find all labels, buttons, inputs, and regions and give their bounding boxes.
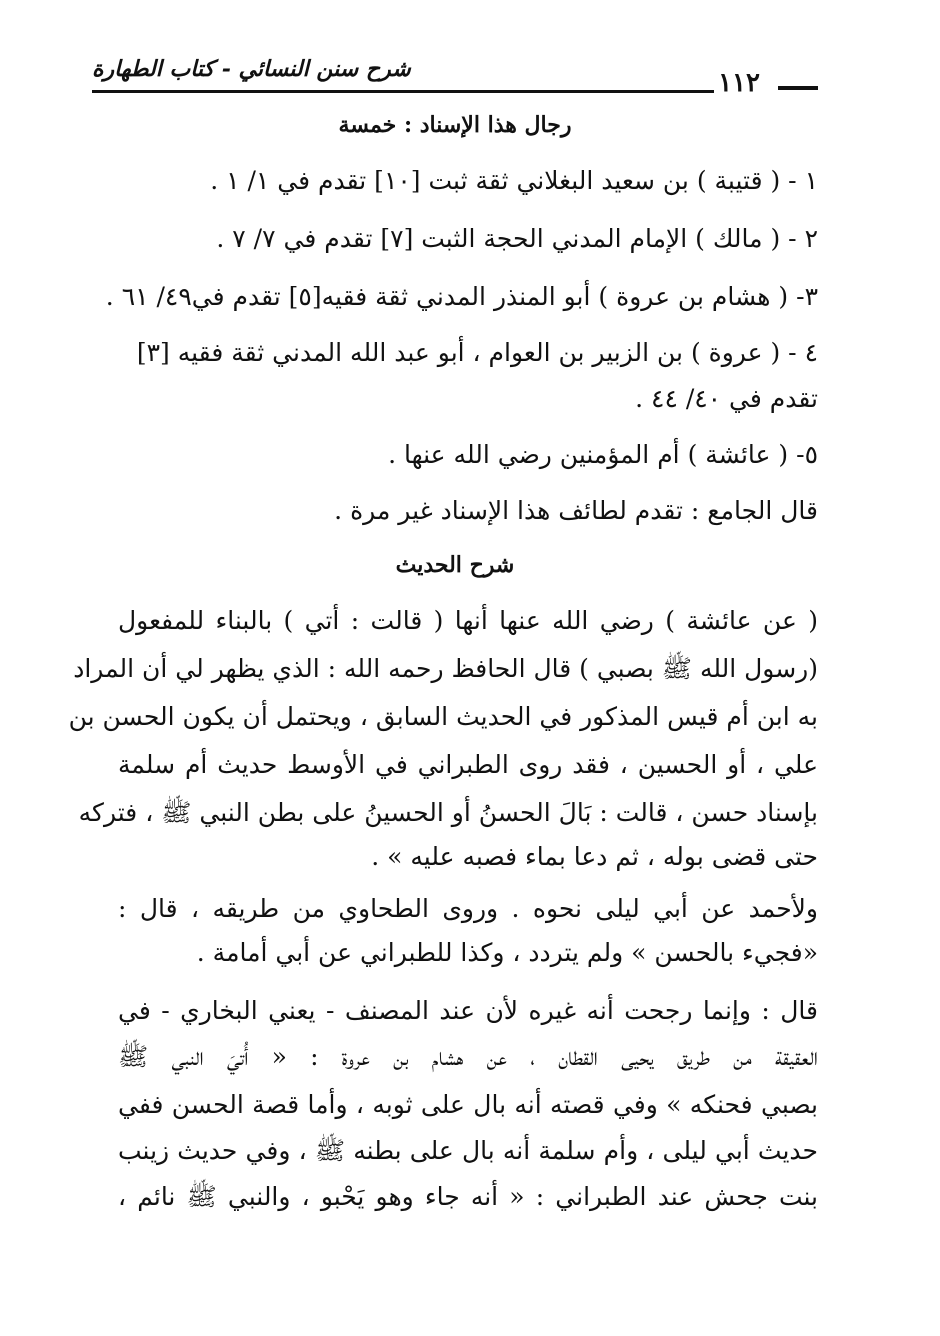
narrator-line: ١ - ( قتيبة ) بن سعيد البغلاني ثقة ثبت [١٠] تقدم في ١/ ١ . bbox=[210, 166, 818, 195]
narrator-line: ٥- ( عائشة ) أم المؤمنين رضي الله عنها . bbox=[388, 440, 818, 469]
explanation-line: بإسناد حسن ، قالت : بَالَ الحسنُ أو الحسينُ على بطن النبي ﷺ ، فتركه bbox=[78, 798, 818, 827]
explanation-line: حديث أبي ليلى ، وأم سلمة أنه بال على بطنه ﷺ ، وفي حديث زينب bbox=[118, 1136, 818, 1165]
explanation-line: قال : وإنما رجحت أنه غيره لأن عند المصنف - يعني البخاري - في bbox=[118, 996, 818, 1025]
narrator-line: ٢ - ( مالك ) الإمام المدني الحجة الثبت [٧] تقدم في ٧/ ٧ . bbox=[216, 224, 818, 253]
explanation-line: «فجيء بالحسن » ولم يتردد ، وكذا للطبراني عن أبي أمامة . bbox=[196, 938, 818, 967]
explanation-line: العقيقة من طريق يحيى القطان ، عن هشام بن عروة : « أُتيَ النبي ﷺ bbox=[118, 1042, 818, 1071]
explanation-line: به ابن أم قيس المذكور في الحديث السابق ، ويحتمل أن يكون الحسن بن bbox=[68, 702, 818, 731]
page-number-dash bbox=[778, 86, 818, 90]
explanation-line: علي ، أو الحسين ، فقد روى الطبراني في الأوسط حديث أم سلمة bbox=[118, 750, 818, 779]
explanation-line: بصبي فحنكه » وفي قصته أنه بال على ثوبه ، وأما قصة الحسن ففي bbox=[118, 1090, 818, 1119]
explanation-line: ( عن عائشة ) رضي الله عنها أنها ( قالت : أتي ) بالبناء للمفعول bbox=[118, 606, 818, 635]
narrators-heading: رجال هذا الإسناد : خمسة bbox=[338, 112, 572, 138]
jami-note: قال الجامع : تقدم لطائف هذا الإسناد غير مرة . bbox=[334, 496, 818, 525]
explanation-heading: شرح الحديث bbox=[395, 552, 515, 578]
explanation-line: ولأحمد عن أبي ليلى نحوه . وروى الطحاوي من طريقه ، قال : bbox=[118, 894, 818, 923]
explanation-line: (رسول الله ﷺ بصبي ) قال الحافظ رحمه الله : الذي يظهر لي أن المراد bbox=[73, 654, 818, 683]
running-header bbox=[92, 52, 818, 102]
narrator-line: ٣- ( هشام بن عروة ) أبو المنذر المدني ثقة فقيه[٥] تقدم في٤٩/ ٦١ . bbox=[105, 282, 818, 311]
header-rule bbox=[92, 90, 714, 93]
header-title: شرح سنن النسائي - كتاب الطهارة bbox=[92, 56, 411, 82]
page-number: ١١٢ bbox=[718, 68, 760, 98]
narrator-line: ٤ - ( عروة ) بن الزبير بن العوام ، أبو عبد الله المدني ثقة فقيه [٣] bbox=[136, 338, 818, 367]
explanation-line: بنت جحش عند الطبراني : « أنه جاء وهو يَحْبو ، والنبي ﷺ نائم ، bbox=[118, 1182, 818, 1211]
explanation-line: حتى قضى بوله ، ثم دعا بماء فصبه عليه » . bbox=[371, 842, 818, 871]
narrator-line-continued: تقدم في ٤٠/ ٤٤ . bbox=[635, 384, 818, 413]
